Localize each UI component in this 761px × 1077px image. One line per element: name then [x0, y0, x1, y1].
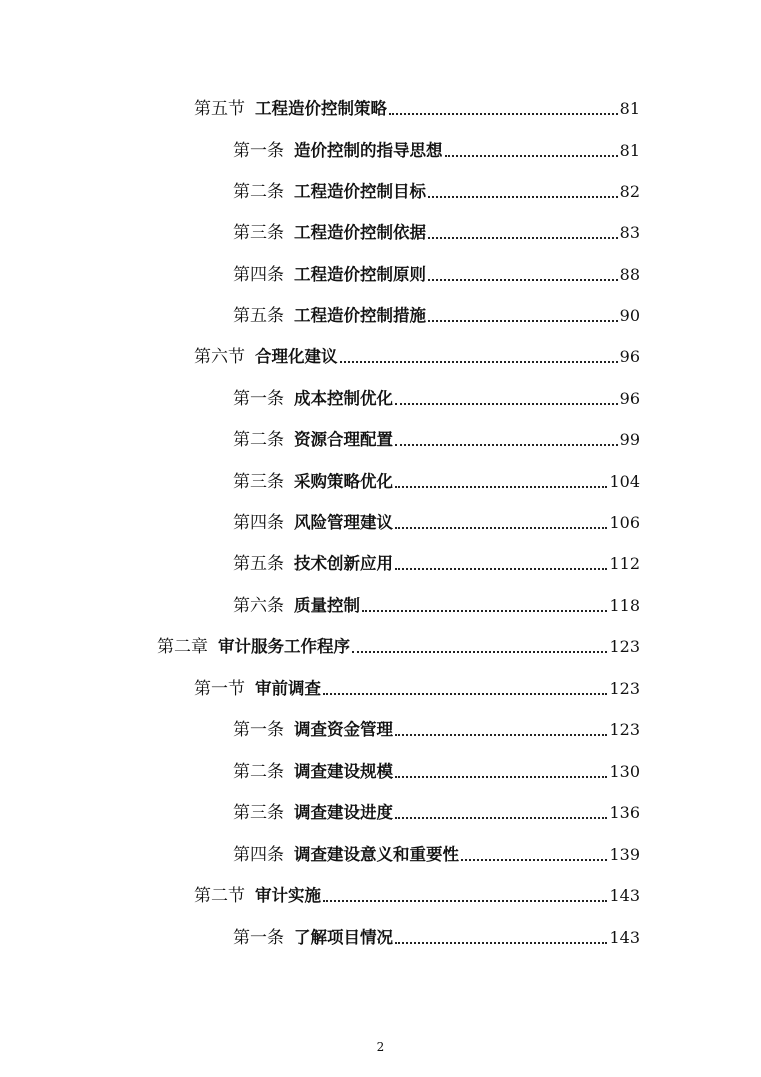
toc-entry-page: 88	[619, 265, 640, 284]
dot-leader	[445, 155, 618, 157]
toc-entry-number: 第一条	[233, 928, 284, 948]
dot-leader	[323, 693, 607, 695]
toc-entry-title: 采购策略优化	[294, 472, 393, 491]
toc-entry[interactable]	[233, 222, 640, 244]
toc-entry-page: 118	[609, 596, 640, 615]
toc-entry-page: 123	[609, 637, 640, 656]
toc-entry-page: 123	[609, 679, 640, 698]
toc-entry-title: 调查建设进度	[294, 803, 393, 822]
toc-entry-title: 工程造价控制原则	[294, 265, 426, 284]
toc-entry-number: 第一条	[233, 141, 284, 161]
toc-entry-title: 工程造价控制目标	[294, 182, 426, 201]
toc-entry-number: 第二条	[233, 430, 284, 450]
toc-entry-title: 审计服务工作程序	[218, 637, 350, 656]
dot-leader	[395, 942, 607, 944]
toc-entry-page: 81	[619, 99, 640, 118]
toc-entry-title: 资源合理配置	[294, 430, 393, 449]
toc-entry[interactable]	[233, 719, 640, 741]
toc-entry-page: 106	[609, 513, 640, 532]
toc-entry[interactable]	[233, 927, 640, 949]
dot-leader	[395, 444, 618, 446]
toc-entry[interactable]	[233, 512, 640, 534]
dot-leader	[340, 361, 618, 363]
toc-entry[interactable]	[194, 678, 640, 700]
dot-leader	[395, 403, 618, 405]
toc-entry-number: 第三条	[233, 472, 284, 492]
toc-entry-title: 技术创新应用	[294, 554, 393, 573]
toc-entry-title: 工程造价控制依据	[294, 223, 426, 242]
toc-entry-number: 第二条	[233, 182, 284, 202]
toc-entry-title: 调查建设规模	[294, 762, 393, 781]
toc-entry-number: 第三条	[233, 223, 284, 243]
toc-entry-number: 第一节	[194, 679, 245, 699]
dot-leader	[352, 651, 607, 653]
toc-entry-title: 质量控制	[294, 596, 360, 615]
toc-entry[interactable]	[233, 844, 640, 866]
toc-entry-number: 第二条	[233, 762, 284, 782]
toc-entry-page: 112	[609, 554, 640, 573]
toc-entry[interactable]	[157, 636, 640, 658]
toc-entry-number: 第二章	[157, 637, 208, 657]
toc-entry[interactable]	[233, 553, 640, 575]
toc-entry[interactable]	[233, 471, 640, 493]
toc-entry[interactable]	[233, 429, 640, 451]
dot-leader	[395, 527, 607, 529]
toc-entry-title: 调查建设意义和重要性	[294, 845, 459, 864]
dot-leader	[323, 900, 607, 902]
toc-entry-page: 130	[609, 762, 640, 781]
dot-leader	[461, 859, 607, 861]
toc-entry-number: 第三条	[233, 803, 284, 823]
toc-entry-page: 104	[609, 472, 640, 491]
toc-entry-title: 造价控制的指导思想	[294, 141, 443, 160]
toc-entry[interactable]	[233, 595, 640, 617]
toc-entry-number: 第五节	[194, 99, 245, 119]
dot-leader	[395, 776, 607, 778]
toc-entry-number: 第五条	[233, 306, 284, 326]
toc-entry[interactable]	[194, 885, 640, 907]
dot-leader	[428, 196, 618, 198]
toc-entry-page: 136	[609, 803, 640, 822]
page-number-footer: 2	[376, 1040, 385, 1054]
toc-entry-page: 82	[619, 182, 640, 201]
toc-entry-title: 调查资金管理	[294, 720, 393, 739]
toc-entry[interactable]	[233, 181, 640, 203]
toc-entry-number: 第二节	[194, 886, 245, 906]
toc-entry-title: 了解项目情况	[294, 928, 393, 947]
toc-entry-title: 风险管理建议	[294, 513, 393, 532]
dot-leader	[395, 734, 607, 736]
dot-leader	[428, 237, 618, 239]
toc-entry-title: 合理化建议	[255, 347, 338, 366]
toc-entry[interactable]	[233, 264, 640, 286]
dot-leader	[395, 486, 607, 488]
toc-entry-page: 143	[609, 886, 640, 905]
toc-entry[interactable]	[194, 346, 640, 368]
toc-entry-page: 81	[619, 141, 640, 160]
toc-entry[interactable]	[233, 761, 640, 783]
toc-entry[interactable]	[233, 802, 640, 824]
toc-entry[interactable]	[233, 388, 640, 410]
toc-entry-page: 96	[619, 389, 640, 408]
dot-leader	[395, 817, 607, 819]
toc-entry[interactable]	[233, 140, 640, 162]
toc-entry-number: 第四条	[233, 265, 284, 285]
toc-entry-title: 审计实施	[255, 886, 321, 905]
toc-entry-number: 第六节	[194, 347, 245, 367]
toc-entry-page: 123	[609, 720, 640, 739]
toc-entry-title: 成本控制优化	[294, 389, 393, 408]
toc-entry-page: 143	[609, 928, 640, 947]
toc-entry-number: 第一条	[233, 720, 284, 740]
toc-entry-title: 审前调查	[255, 679, 321, 698]
toc-entry-page: 99	[619, 430, 640, 449]
toc-entry[interactable]	[194, 98, 640, 120]
toc-entry-number: 第四条	[233, 513, 284, 533]
toc-entry-number: 第六条	[233, 596, 284, 616]
toc-entry-number: 第一条	[233, 389, 284, 409]
dot-leader	[395, 568, 607, 570]
dot-leader	[428, 320, 618, 322]
toc-entry-page: 83	[619, 223, 640, 242]
toc-entry-number: 第四条	[233, 845, 284, 865]
dot-leader	[362, 610, 607, 612]
dot-leader	[389, 113, 618, 115]
toc-entry-page: 96	[619, 347, 640, 366]
toc-entry-title: 工程造价控制措施	[294, 306, 426, 325]
toc-entry-page: 139	[609, 845, 640, 864]
dot-leader	[428, 279, 618, 281]
toc-entry[interactable]	[233, 305, 640, 327]
toc-entry-number: 第五条	[233, 554, 284, 574]
toc-entry-page: 90	[619, 306, 640, 325]
toc-entry-title: 工程造价控制策略	[255, 99, 387, 118]
